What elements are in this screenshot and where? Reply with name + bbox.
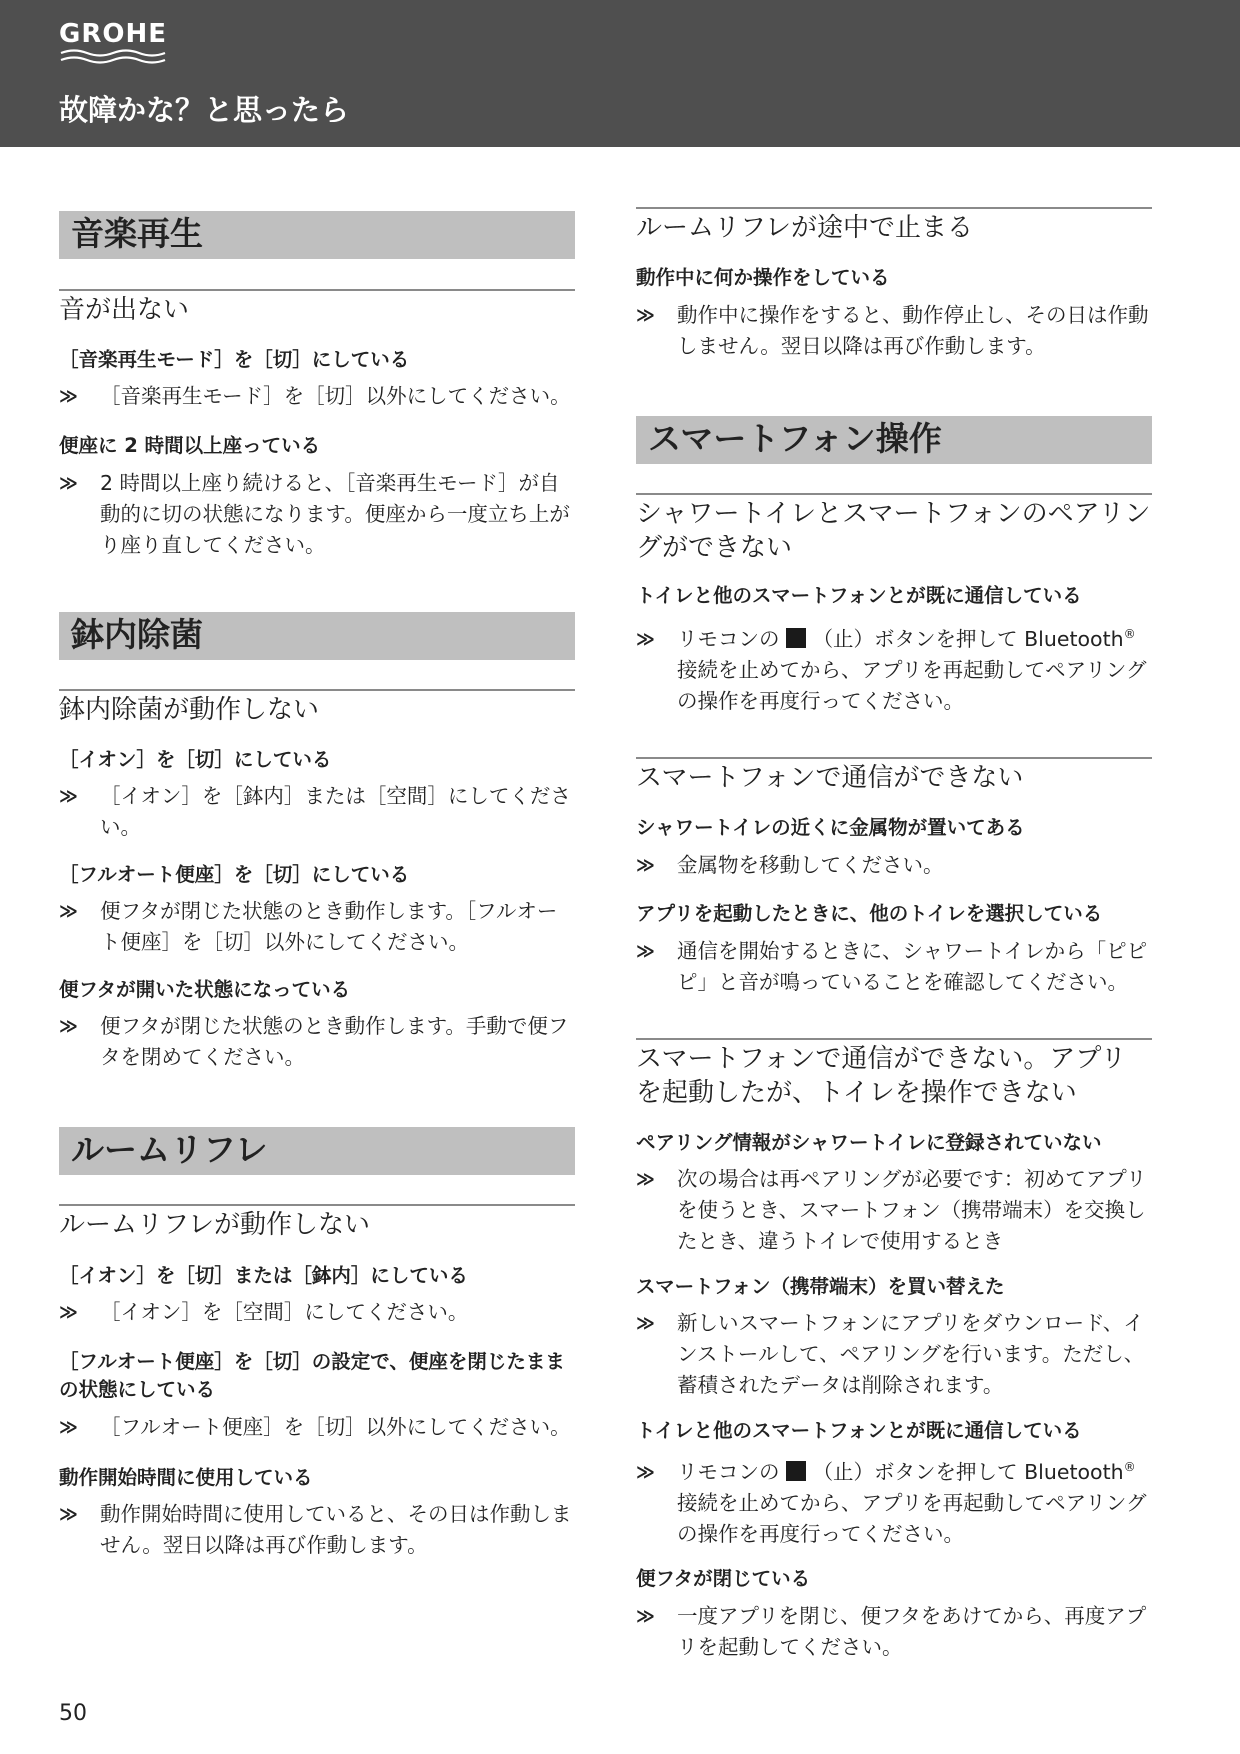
remedy-text [636, 624, 1152, 717]
remedy [59, 781, 575, 843]
brand-name: GROHE [59, 19, 167, 49]
double-chevron-icon: ≫ [636, 305, 652, 326]
cause: ［イオン］を［切］または［鉢内］にしている [59, 1264, 468, 1287]
page-number: 50 [59, 1701, 87, 1726]
cause: 便座に 2 時間以上座っている [59, 434, 321, 457]
remedy-text-part: 接続を止めてから、アプリを再起動してペアリングの操作を再度行ってください。 [677, 1491, 1147, 1546]
topic-title: スマートフォンで通信ができない。アプリを起動したが、トイレを操作できない [636, 1044, 1127, 1108]
remedy-text: ［イオン］を［鉢内］または［空間］にしてください。 [100, 784, 571, 839]
remedy-text: 通信を開始するときに、シャワートイレから「ピピピ」と音が鳴っていることを確認してください。 [677, 939, 1148, 994]
remedy [59, 468, 575, 561]
stop-square-icon [786, 1461, 806, 1481]
remedy [59, 896, 575, 958]
remedy-text: ［音楽再生モード］を［切］以外にしてください。 [100, 384, 571, 408]
registered-mark: ® [1123, 627, 1136, 642]
topic-room-refresh-not-working [59, 1204, 575, 1242]
topic-sterilization-not-working [59, 689, 575, 727]
double-chevron-icon: ≫ [636, 855, 652, 876]
cause: ［フルオート便座］を［切］にしている [59, 863, 410, 886]
remedy-text-part: （止）ボタンを押して Bluetooth [812, 1460, 1124, 1484]
double-chevron-icon: ≫ [59, 473, 75, 494]
topic-no-sound [59, 289, 575, 327]
registered-mark: ® [1123, 1460, 1136, 1475]
topic-title: ルームリフレが動作しない [59, 1210, 370, 1240]
topic-cannot-operate-toilet [636, 1038, 1152, 1110]
wave-icon [59, 49, 167, 65]
remedy-text-part: 接続を止めてから、アプリを再起動してペアリングの操作を再度行ってください。 [677, 658, 1147, 713]
double-chevron-icon: ≫ [59, 786, 75, 807]
cause: シャワートイレの近くに金属物が置いてある [636, 816, 1025, 839]
remedy [59, 1499, 575, 1561]
cause: トイレと他のスマートフォンとが既に通信している [636, 584, 1082, 607]
topic-pairing-failed [636, 493, 1152, 565]
section-heading-room-refresh [59, 1127, 575, 1175]
remedy [636, 1308, 1152, 1401]
cause: 動作中に何か操作をしている [636, 266, 890, 289]
remedy-text: 動作開始時間に使用していると、その日は作動しません。翌日以降は再び作動します。 [100, 1502, 572, 1557]
remedy-text: ［フルオート便座］を［切］以外にしてください。 [100, 1415, 571, 1439]
topic-title: 音が出ない [59, 295, 190, 325]
section-heading-text: スマートフォン操作 [648, 419, 942, 458]
cause: ［音楽再生モード］を［切］にしている [59, 348, 410, 371]
topic-title: シャワートイレとスマートフォンのペアリングができない [636, 499, 1151, 563]
cause: ペアリング情報がシャワートイレに登録されていない [636, 1131, 1102, 1154]
double-chevron-icon: ≫ [636, 1169, 652, 1190]
double-chevron-icon: ≫ [59, 1504, 75, 1525]
remedy [59, 1412, 575, 1443]
topic-room-refresh-stops [636, 207, 1152, 245]
double-chevron-icon: ≫ [59, 1417, 75, 1438]
double-chevron-icon: ≫ [636, 1313, 652, 1334]
page-header [0, 0, 1240, 147]
remedy [636, 850, 1152, 881]
double-chevron-icon: ≫ [636, 941, 652, 962]
topic-title: 鉢内除菌が動作しない [59, 695, 320, 725]
remedy-text: 新しいスマートフォンにアプリをダウンロード、インストールして、ペアリングを行います。ただし、蓄積されたデータは削除されます。 [677, 1311, 1145, 1397]
topic-title: ルームリフレが途中で止まる [636, 213, 973, 243]
remedy-text-part: （止）ボタンを押して Bluetooth [812, 627, 1124, 651]
remedy-text: 次の場合は再ペアリングが必要です：初めてアプリを使うとき、スマートフォン（携帯端末）を交換したとき、違うトイレで使用するとき [677, 1167, 1147, 1253]
cause: 動作開始時間に使用している [59, 1466, 313, 1489]
section-heading-text: 鉢内除菌 [71, 615, 203, 654]
remedy-text: 2 時間以上座り続けると、［音楽再生モード］が自動的に切の状態になります。便座から一度立ち上がり座り直してください。 [100, 471, 570, 557]
cause: ［イオン］を［切］にしている [59, 748, 332, 771]
remedy-text [636, 1457, 1152, 1550]
remedy-text: 動作中に操作をすると、動作停止し、その日は作動しません。翌日以降は再び作動します。 [677, 303, 1149, 358]
remedy [636, 1164, 1152, 1257]
double-chevron-icon: ≫ [636, 1462, 652, 1483]
section-heading-smartphone [636, 416, 1152, 464]
cause: 便フタが閉じている [636, 1567, 811, 1590]
remedy [636, 624, 1152, 717]
remedy [636, 300, 1152, 362]
double-chevron-icon: ≫ [59, 901, 75, 922]
section-heading-text: 音楽再生 [71, 214, 203, 253]
remedy-text: 金属物を移動してください。 [677, 853, 944, 877]
remedy-text: 便フタが閉じた状態のとき動作します。［フルオート便座］を［切］以外にしてください。 [100, 899, 558, 954]
cause: スマートフォン（携帯端末）を買い替えた [636, 1275, 1005, 1298]
double-chevron-icon: ≫ [59, 386, 75, 407]
cause: トイレと他のスマートフォンとが既に通信している [636, 1419, 1082, 1442]
double-chevron-icon: ≫ [636, 1606, 652, 1627]
remedy-text-part: リモコンの [677, 1460, 780, 1484]
remedy [636, 1601, 1152, 1663]
topic-title: スマートフォンで通信ができない [636, 763, 1024, 793]
section-heading-bowl-sterilization [59, 612, 575, 660]
double-chevron-icon: ≫ [59, 1302, 75, 1323]
stop-square-icon [786, 628, 806, 648]
page-title: 故障かな？と思ったら [59, 93, 350, 127]
section-heading-music [59, 211, 575, 259]
cause: アプリを起動したときに、他のトイレを選択している [636, 902, 1103, 925]
cause: 便フタが開いた状態になっている [59, 978, 351, 1001]
remedy-text: 一度アプリを閉じ、便フタをあけてから、再度アプリを起動してください。 [677, 1604, 1147, 1659]
remedy [636, 1457, 1152, 1550]
section-heading-text: ルームリフレ [71, 1130, 268, 1169]
double-chevron-icon: ≫ [59, 1016, 75, 1037]
remedy [59, 381, 575, 412]
remedy [59, 1011, 575, 1073]
grohe-logo [59, 20, 169, 68]
remedy-text: 便フタが閉じた状態のとき動作します。手動で便フタを閉めてください。 [100, 1014, 569, 1069]
double-chevron-icon: ≫ [636, 629, 652, 650]
remedy-text: ［イオン］を［空間］にしてください。 [100, 1300, 469, 1324]
cause: ［フルオート便座］を［切］の設定で、便座を閉じたままの状態にしている [59, 1350, 565, 1401]
remedy [636, 936, 1152, 998]
remedy [59, 1297, 575, 1328]
topic-cannot-communicate [636, 757, 1152, 795]
remedy-text-part: リモコンの [677, 627, 780, 651]
